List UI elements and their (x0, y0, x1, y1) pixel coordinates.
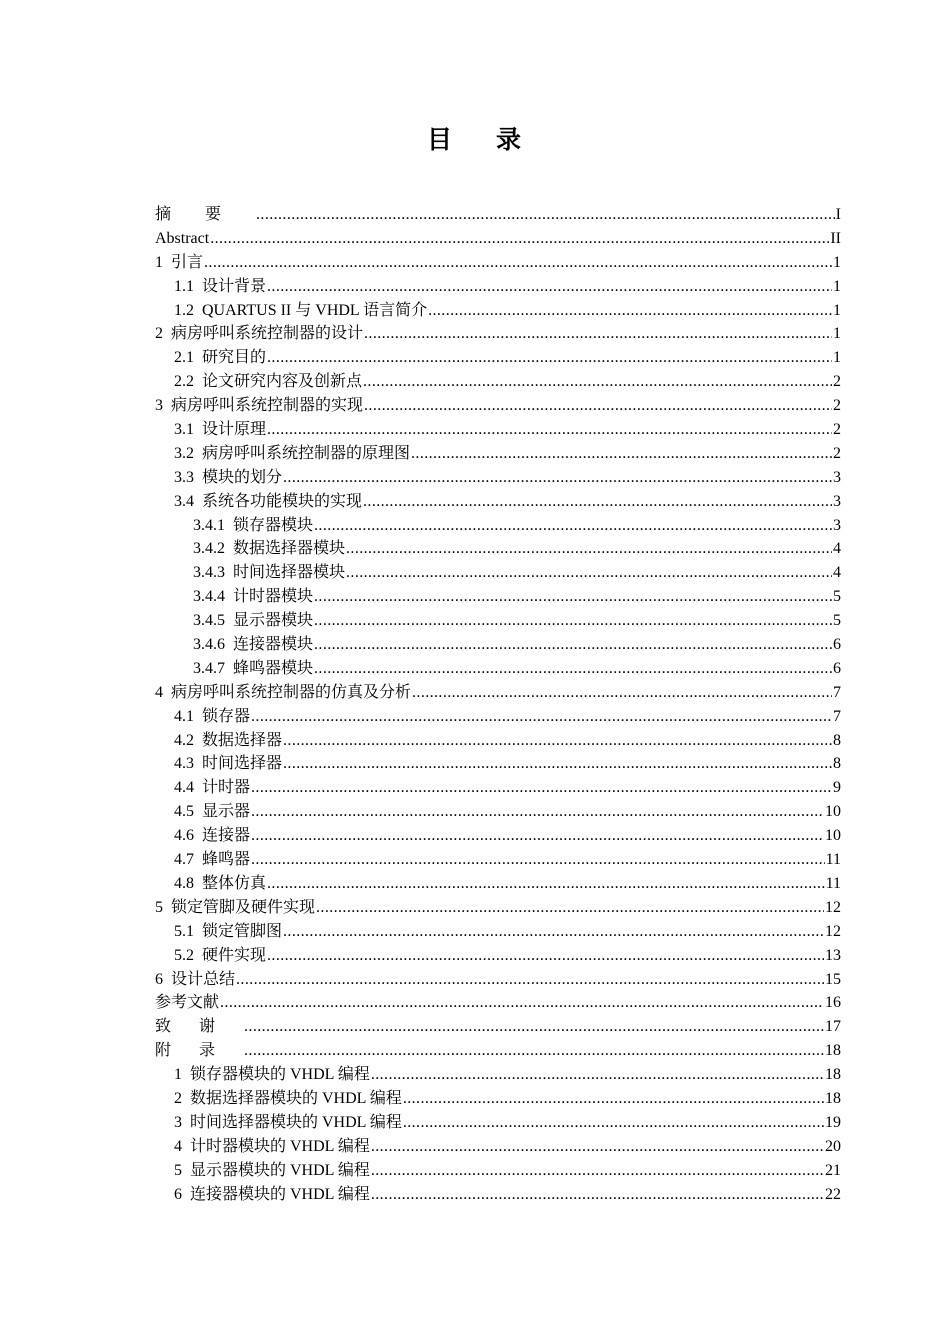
toc-entry[interactable] (155, 394, 841, 418)
toc-entry-number: 1.1 (174, 277, 194, 295)
toc-entry-label: 硬件实现 (202, 946, 267, 964)
toc-entry-number: 2.1 (174, 349, 194, 367)
toc-entry-label: 研究目的 (202, 349, 267, 367)
toc-entry-label: 系统各功能模块的实现 (202, 492, 363, 510)
toc-entry-label: 病房呼叫系统控制器的原理图 (202, 444, 411, 462)
toc-entry-label: 显示器模块的 VHDL 编程 (190, 1161, 370, 1179)
toc-dot-leader (283, 920, 824, 944)
toc-entry[interactable] (155, 442, 841, 466)
toc-entry-page-number: 1 (833, 301, 841, 319)
toc-entry-page-number: 4 (833, 540, 841, 558)
toc-dot-leader (256, 203, 835, 227)
toc-entry-page-number: II (830, 229, 841, 247)
toc-entry-label: 设计原理 (202, 421, 267, 439)
toc-entry-page-number: 1 (833, 253, 841, 271)
toc-dot-leader (371, 1159, 824, 1183)
toc-entry-number: 6 (155, 970, 163, 988)
toc-entry[interactable] (155, 657, 841, 681)
toc-entry-page-number: 7 (833, 707, 841, 725)
toc-entry-page-number: 2 (833, 397, 841, 415)
toc-entry-number: 3.4.3 (193, 564, 225, 582)
toc-entry-page-number: 18 (825, 1066, 841, 1084)
toc-entry-number: 4 (174, 1137, 182, 1155)
toc-entry-number: 4.8 (174, 874, 194, 892)
toc-entry[interactable] (155, 705, 841, 729)
toc-dot-leader (220, 991, 824, 1015)
toc-entry-page-number: 22 (825, 1185, 841, 1203)
toc-entry-number: 4.4 (174, 779, 194, 797)
toc-entry-number: 4 (155, 683, 163, 701)
toc-dot-leader (204, 251, 832, 275)
toc-entry-label: 病房呼叫系统控制器的实现 (171, 397, 364, 415)
toc-dot-leader (267, 275, 832, 299)
toc-dot-leader (428, 299, 832, 323)
toc-dot-leader (316, 896, 824, 920)
toc-entry[interactable] (155, 896, 841, 920)
toc-entry[interactable] (155, 872, 841, 896)
toc-entry-page-number: 3 (833, 516, 841, 534)
toc-entry[interactable] (155, 848, 841, 872)
toc-entry-label: 参考文献 (155, 994, 220, 1012)
toc-dot-leader (363, 490, 832, 514)
toc-entry-label: 锁定管脚及硬件实现 (171, 898, 316, 916)
toc-entry-label: 数据选择器模块 (233, 540, 346, 558)
toc-entry-label: 附录 (155, 1042, 244, 1060)
toc-entry-number: 3 (155, 397, 163, 415)
toc-entry-page-number: 8 (833, 731, 841, 749)
toc-entry-label: 蜂鸣器 (202, 851, 251, 869)
toc-entry-number: 4.3 (174, 755, 194, 773)
toc-entry-label: 病房呼叫系统控制器的设计 (171, 325, 364, 343)
toc-dot-leader (283, 729, 832, 753)
toc-dot-leader (283, 466, 832, 490)
toc-dot-leader (403, 1111, 824, 1135)
toc-entry-page-number: 2 (833, 373, 841, 391)
toc-dot-leader (364, 322, 832, 346)
toc-entry-label: 连接器模块的 VHDL 编程 (190, 1185, 370, 1203)
toc-entry-page-number: 3 (833, 492, 841, 510)
toc-entry-label: Abstract (155, 229, 210, 247)
toc-entry-page-number: 17 (825, 1018, 841, 1036)
toc-entry-page-number: 9 (833, 779, 841, 797)
toc-entry-page-number: 6 (833, 636, 841, 654)
toc-entry[interactable] (155, 1135, 841, 1159)
toc-entry-label: 数据选择器 (202, 731, 283, 749)
toc-dot-leader (244, 1039, 824, 1063)
toc-entry-number: 3.4.4 (193, 588, 225, 606)
toc-entry[interactable] (155, 251, 841, 275)
toc-entry-label: 计时器模块的 VHDL 编程 (190, 1137, 370, 1155)
toc-entry[interactable] (155, 299, 841, 323)
toc-entry-number: 5 (155, 898, 163, 916)
toc-entry[interactable] (155, 633, 841, 657)
toc-entry-page-number: 5 (833, 612, 841, 630)
toc-entry-page-number: 8 (833, 755, 841, 773)
toc-dot-leader (210, 227, 829, 251)
toc-entry-number: 4.2 (174, 731, 194, 749)
toc-dot-leader (251, 824, 824, 848)
toc-entry-label: 计时器模块 (233, 588, 314, 606)
toc-entry-page-number: 11 (825, 874, 841, 892)
toc-entry[interactable] (155, 466, 841, 490)
toc-entry-page-number: 1 (833, 349, 841, 367)
toc-entry[interactable] (155, 729, 841, 753)
toc-entry-label: 锁定管脚图 (202, 922, 283, 940)
toc-entry[interactable] (155, 418, 841, 442)
toc-entry[interactable] (155, 1183, 841, 1207)
toc-entry[interactable] (155, 1063, 841, 1087)
toc-entry-page-number: 11 (825, 851, 841, 869)
toc-entry-number: 1.2 (174, 301, 194, 319)
toc-entry[interactable] (155, 824, 841, 848)
toc-entry[interactable] (155, 800, 841, 824)
toc-entry-number: 1 (155, 253, 163, 271)
toc-entry-page-number: 3 (833, 468, 841, 486)
toc-entry-page-number: 12 (825, 898, 841, 916)
toc-entry-page-number: 5 (833, 588, 841, 606)
toc-dot-leader (346, 561, 832, 585)
toc-entry-page-number: 12 (825, 922, 841, 940)
toc-dot-leader (412, 681, 832, 705)
toc-entry-label: 致谢 (155, 1018, 244, 1036)
toc-entry-number: 3.4.1 (193, 516, 225, 534)
toc-dot-leader (267, 872, 825, 896)
toc-entry-page-number: 10 (825, 803, 841, 821)
toc-entry-number: 4.7 (174, 851, 194, 869)
toc-dot-leader (371, 1183, 824, 1207)
toc-entry-page-number: 1 (833, 277, 841, 295)
title-char-2: 录 (496, 125, 524, 154)
toc-entry[interactable] (155, 203, 841, 227)
toc-entry-number: 3.3 (174, 468, 194, 486)
title-char-1: 目 (426, 125, 454, 154)
toc-dot-leader (236, 968, 824, 992)
toc-dot-leader (267, 418, 832, 442)
toc-entry-number: 3.4 (174, 492, 194, 510)
toc-entry-page-number: 1 (833, 325, 841, 343)
toc-entry[interactable] (155, 490, 841, 514)
toc-entry-label: 摘要 (155, 206, 256, 223)
toc-entry-number: 2 (155, 325, 163, 343)
toc-entry[interactable] (155, 322, 841, 346)
toc-entry[interactable] (155, 920, 841, 944)
toc-entry-label: 论文研究内容及创新点 (202, 373, 363, 391)
toc-entry[interactable] (155, 275, 841, 299)
toc-entry-label: 蜂鸣器模块 (233, 659, 314, 677)
toc-entry-label: 连接器 (202, 827, 251, 845)
toc-entry-page-number: 7 (833, 683, 841, 701)
toc-entry-label: 连接器模块 (233, 636, 314, 654)
toc-entry-page-number: 20 (825, 1137, 841, 1155)
toc-dot-leader (267, 346, 832, 370)
toc-entry-number: 3.1 (174, 421, 194, 439)
toc-entry-page-number: 18 (825, 1042, 841, 1060)
toc-entry[interactable] (155, 514, 841, 538)
toc-entry-number: 3 (174, 1113, 182, 1131)
toc-entry-page-number: 10 (825, 827, 841, 845)
toc-dot-leader (346, 537, 832, 561)
toc-entry-page-number: 18 (825, 1089, 841, 1107)
toc-entry-number: 3.4.5 (193, 612, 225, 630)
toc-entry-label: 时间选择器模块 (233, 564, 346, 582)
toc-entry-number: 6 (174, 1185, 182, 1203)
toc-entry-label: 病房呼叫系统控制器的仿真及分析 (171, 683, 412, 701)
toc-dot-leader (283, 752, 832, 776)
toc-entry-number: 4.1 (174, 707, 194, 725)
page-title (0, 122, 950, 158)
toc-dot-leader (251, 705, 832, 729)
toc-entry-number: 3.2 (174, 444, 194, 462)
toc-entry[interactable] (155, 1015, 841, 1039)
toc-entry-number: 2.2 (174, 373, 194, 391)
toc-entry-page-number: 4 (833, 564, 841, 582)
toc-entry[interactable] (155, 537, 841, 561)
toc-entry[interactable] (155, 1159, 841, 1183)
toc-entry-number: 3.4.7 (193, 659, 225, 677)
toc-entry-page-number: 15 (825, 970, 841, 988)
toc-entry-number: 5.2 (174, 946, 194, 964)
toc-dot-leader (314, 633, 832, 657)
toc-entry[interactable] (155, 752, 841, 776)
toc-entry-label: 整体仿真 (202, 874, 267, 892)
toc-entry-page-number: 21 (825, 1161, 841, 1179)
toc-entry[interactable] (155, 944, 841, 968)
toc-entry[interactable] (155, 561, 841, 585)
toc-entry[interactable] (155, 370, 841, 394)
toc-entry[interactable] (155, 991, 841, 1015)
toc-entry-label: 锁存器模块 (233, 516, 314, 534)
toc-entry-page-number: 2 (833, 444, 841, 462)
toc-entry-number: 4.5 (174, 803, 194, 821)
toc-dot-leader (314, 657, 832, 681)
toc-dot-leader (251, 776, 832, 800)
toc-entry-number: 3.4.6 (193, 636, 225, 654)
toc-entry[interactable] (155, 609, 841, 633)
toc-entry-number: 3.4.2 (193, 540, 225, 558)
toc-entry[interactable] (155, 968, 841, 992)
toc-entry-label: 设计背景 (202, 277, 267, 295)
toc-entry-label: 时间选择器 (202, 755, 283, 773)
toc-dot-leader (363, 370, 832, 394)
toc-entry-label: 显示器模块 (233, 612, 314, 630)
toc-entry-number: 5.1 (174, 922, 194, 940)
toc-dot-leader (314, 514, 832, 538)
toc-entry[interactable] (155, 1039, 841, 1063)
toc-entry-label: 设计总结 (171, 970, 236, 988)
toc-entry-label: 引言 (171, 253, 204, 271)
toc-entry[interactable] (155, 346, 841, 370)
toc-entry[interactable] (155, 585, 841, 609)
toc-dot-leader (371, 1063, 824, 1087)
toc-entry-page-number: 19 (825, 1113, 841, 1131)
toc-dot-leader (314, 585, 832, 609)
toc-entry[interactable] (155, 1111, 841, 1135)
toc-dot-leader (251, 848, 825, 872)
toc-entry-number: 1 (174, 1066, 182, 1084)
toc-entry[interactable] (155, 681, 841, 705)
toc-entry-number: 2 (174, 1089, 182, 1107)
toc-dot-leader (364, 394, 832, 418)
toc-dot-leader (251, 800, 824, 824)
toc-entry-label: 时间选择器模块的 VHDL 编程 (190, 1113, 402, 1131)
toc-entry[interactable] (155, 227, 841, 251)
toc-entry-label: 显示器 (202, 803, 251, 821)
toc-entry-page-number: 2 (833, 421, 841, 439)
toc-entry-page-number: 13 (825, 946, 841, 964)
table-of-contents (155, 203, 841, 1206)
toc-dot-leader (244, 1015, 824, 1039)
toc-dot-leader (403, 1087, 824, 1111)
toc-entry-label: 计时器 (202, 779, 251, 797)
toc-entry[interactable] (155, 776, 841, 800)
toc-entry-number: 5 (174, 1161, 182, 1179)
toc-entry-page-number: I (835, 206, 841, 223)
toc-entry-page-number: 6 (833, 659, 841, 677)
toc-entry-label: 数据选择器模块的 VHDL 编程 (190, 1089, 402, 1107)
toc-dot-leader (314, 609, 832, 633)
toc-entry[interactable] (155, 1087, 841, 1111)
toc-entry-number: 4.6 (174, 827, 194, 845)
toc-dot-leader (371, 1135, 824, 1159)
toc-entry-label: 锁存器模块的 VHDL 编程 (190, 1066, 370, 1084)
toc-entry-label: 模块的划分 (202, 468, 283, 486)
toc-entry-label: QUARTUS II 与 VHDL 语言简介 (202, 301, 428, 319)
toc-dot-leader (267, 944, 824, 968)
toc-dot-leader (411, 442, 832, 466)
toc-entry-page-number: 16 (825, 994, 841, 1012)
toc-entry-label: 锁存器 (202, 707, 251, 725)
